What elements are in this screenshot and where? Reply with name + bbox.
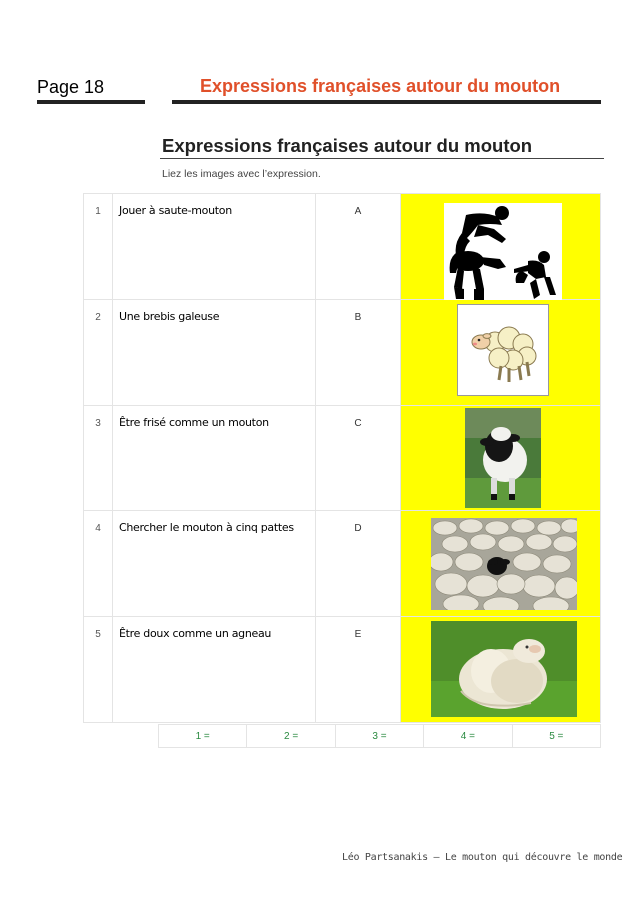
answer-cell-3[interactable]: 3 = (335, 725, 423, 748)
row-letter: A (316, 194, 401, 300)
title-rule (160, 158, 604, 159)
row-number: 5 (84, 617, 113, 723)
row-letter: B (316, 299, 401, 405)
row-number: 4 (84, 511, 113, 617)
row-letter: D (316, 511, 401, 617)
row-number: 2 (84, 299, 113, 405)
page-title: Expressions françaises autour du mouton (162, 135, 533, 156)
row-number: 1 (84, 194, 113, 300)
table-row (84, 405, 601, 511)
black-faced-lamb-image (465, 408, 541, 508)
page-number: Page 18 (37, 77, 105, 97)
woolly-sheep-image (431, 621, 577, 717)
flock-of-sheep-image (431, 518, 577, 610)
answer-table (158, 724, 601, 748)
table-row (84, 617, 601, 723)
header-title: Expressions françaises autour du mouton (200, 76, 561, 96)
answer-cell-5[interactable]: 5 = (512, 725, 600, 748)
leapfrog-silhouette-image (444, 203, 562, 307)
expression-text: Jouer à saute-mouton (113, 194, 316, 300)
header-rule (172, 100, 601, 104)
row-letter: C (316, 405, 401, 511)
expression-text: Être frisé comme un mouton (113, 405, 316, 511)
expression-text: Être doux comme un agneau (113, 617, 316, 723)
expression-text: Une brebis galeuse (113, 299, 316, 405)
answer-cell-4[interactable]: 4 = (424, 725, 512, 748)
table-row (84, 194, 601, 300)
page-number-rule (37, 100, 145, 104)
answer-cell-2[interactable]: 2 = (247, 725, 335, 748)
expression-text: Chercher le mouton à cinq pattes (113, 511, 316, 617)
matching-table (83, 193, 601, 723)
table-row (84, 511, 601, 617)
image-cell (401, 617, 601, 723)
image-cell (401, 511, 601, 617)
cartoon-sheep-image (457, 304, 549, 396)
instructions-text: Liez les images avec l’expression. (162, 168, 321, 180)
row-number: 3 (84, 405, 113, 511)
image-cell (401, 299, 601, 405)
answer-cell-1[interactable]: 1 = (159, 725, 247, 748)
row-letter: E (316, 617, 401, 723)
image-cell (401, 194, 601, 300)
footer-credit: Léo Partsanakis – Le mouton qui découvre le monde (342, 852, 623, 863)
image-cell (401, 405, 601, 511)
table-row (84, 299, 601, 405)
